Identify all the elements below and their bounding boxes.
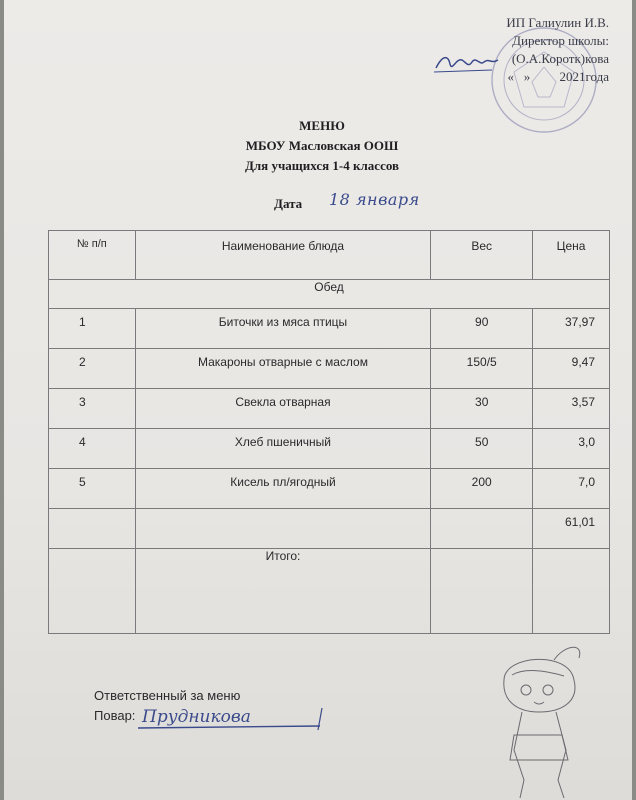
cook-signature (136, 702, 336, 734)
header-dish-name: Наименование блюда (135, 231, 431, 280)
header-weight: Вес (431, 231, 533, 280)
director-position: Директор школы: (512, 33, 609, 48)
sum-row (49, 509, 610, 549)
total-empty-3 (431, 549, 533, 634)
sum-empty-1 (49, 509, 136, 549)
section-row (49, 280, 610, 309)
cartoon-doodle (484, 640, 594, 800)
row-weight: 150/5 (431, 349, 533, 389)
row-weight: 30 (431, 389, 533, 429)
row-dish: Свекла отварная (135, 389, 431, 429)
table-row (49, 349, 610, 389)
responsible-label: Ответственный за меню (94, 688, 241, 703)
cook-label: Повар: (94, 708, 136, 723)
date-label: Дата (274, 196, 303, 211)
row-price: 9,47 (533, 349, 610, 389)
row-number: 1 (49, 309, 136, 349)
row-weight: 50 (431, 429, 533, 469)
audience-line: Для учащихся 1-4 классов (244, 158, 400, 173)
section-lunch: Обед (49, 280, 610, 309)
header-number: № п/п (49, 231, 136, 280)
row-number: 2 (49, 349, 136, 389)
row-dish: Хлеб пшеничный (135, 429, 431, 469)
approved-by: ИП Галиулин И.В. (506, 15, 609, 30)
sum-empty-3 (431, 509, 533, 549)
total-row (49, 549, 610, 634)
document-title: МЕНЮ (299, 118, 345, 133)
date-value: 18 января (329, 190, 420, 209)
total-empty-4 (533, 549, 610, 634)
total-empty-1 (49, 549, 136, 634)
row-weight: 200 (431, 469, 533, 509)
row-dish: Кисель пл/ягодный (135, 469, 431, 509)
table-row (49, 389, 610, 429)
document-page (4, 0, 632, 800)
director-name: (О.А.Коротк)кова (511, 51, 609, 66)
row-dish: Биточки из мяса птицы (135, 309, 431, 349)
table-row (49, 429, 610, 469)
sum-price: 61,01 (533, 509, 610, 549)
menu-table (48, 230, 610, 634)
row-weight: 90 (431, 309, 533, 349)
approval-date: « » 2021года (507, 69, 609, 84)
header-price: Цена (533, 231, 610, 280)
row-dish: Макароны отварные с маслом (135, 349, 431, 389)
row-price: 37,97 (533, 309, 610, 349)
sum-empty-2 (135, 509, 431, 549)
school-name: МБОУ Масловская ООШ (245, 138, 399, 153)
row-number: 3 (49, 389, 136, 429)
svg-text:Прудникова: Прудникова (142, 707, 251, 727)
total-label: Итого: (135, 549, 431, 634)
director-signature (432, 48, 502, 78)
row-price: 3,57 (533, 389, 610, 429)
table-header-row (49, 231, 610, 280)
row-price: 3,0 (533, 429, 610, 469)
row-number: 5 (49, 469, 136, 509)
table-row (49, 469, 610, 509)
row-price: 7,0 (533, 469, 610, 509)
table-row (49, 309, 610, 349)
row-number: 4 (49, 429, 136, 469)
